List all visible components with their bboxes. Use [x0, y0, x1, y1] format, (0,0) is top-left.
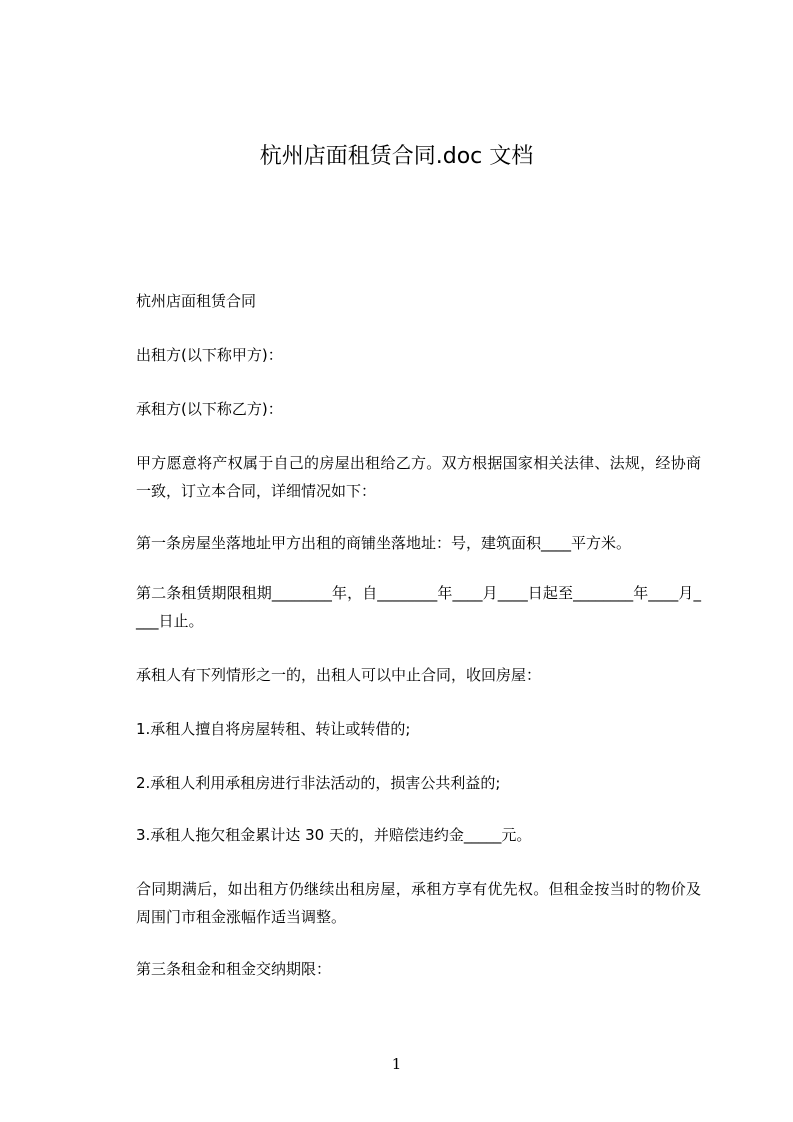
paragraph-item-1: 1.承租人擅自将房屋转租、转让或转借的;: [136, 720, 411, 738]
paragraph-contract-name: 杭州店面租赁合同: [136, 292, 257, 310]
paragraph-article-2: 第二条租赁期限租期________年，自________年____月____日起至________年____月____日止。: [136, 584, 701, 630]
paragraph-lessor: 出租方(以下称甲方)：: [136, 346, 283, 364]
document-title: 杭州店面租赁合同.doc 文档: [259, 144, 534, 169]
paragraph-termination-conditions: 承租人有下列情形之一的，出租人可以中止合同，收回房屋：: [136, 666, 542, 684]
paragraph-item-3: 3.承租人拖欠租金累计达 30 天的，并赔偿违约金_____元。: [136, 826, 532, 844]
paragraph-article-3: 第三条租金和租金交纳期限：: [136, 960, 332, 978]
page-number: 1: [391, 1055, 402, 1073]
paragraph-intro: 甲方愿意将产权属于自己的房屋出租给乙方。双方根据国家相关法律、法规，经协商一致，订立本合同，详细情况如下：: [136, 454, 701, 500]
paragraph-renewal: 合同期满后，如出租方仍继续出租房屋，承租方享有优先权。但租金按当时的物价及周围门市租金涨幅作适当调整。: [136, 880, 701, 926]
paragraph-item-2: 2.承租人利用承租房进行非法活动的，损害公共利益的;: [136, 774, 501, 792]
paragraph-lessee: 承租方(以下称乙方)：: [136, 400, 283, 418]
paragraph-article-1: 第一条房屋坐落地址甲方出租的商铺坐落地址：号，建筑面积____平方米。: [136, 534, 632, 552]
